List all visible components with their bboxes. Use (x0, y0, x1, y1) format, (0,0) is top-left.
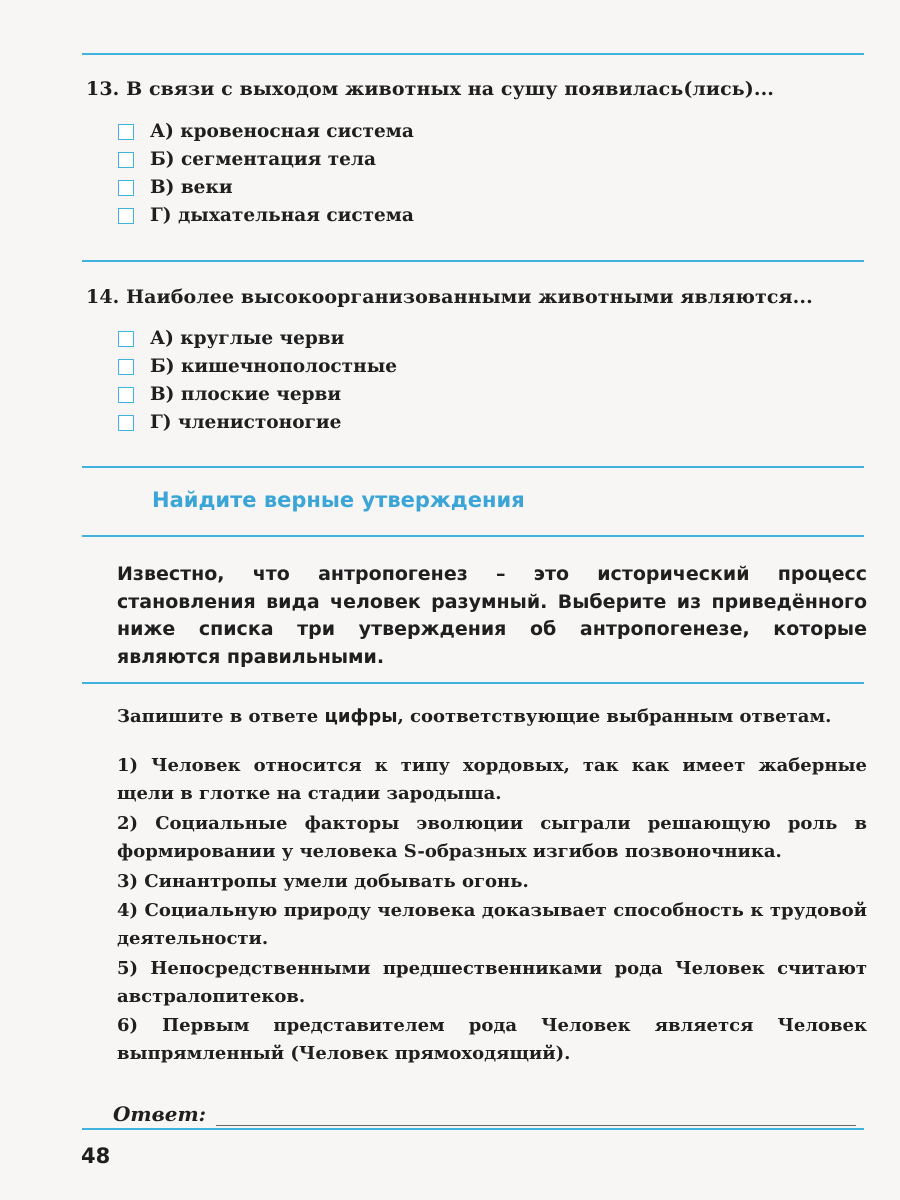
answer-row (113, 1102, 856, 1126)
answer-label: Ответ: (113, 1102, 206, 1126)
answer-input-line[interactable] (216, 1103, 856, 1126)
checkbox[interactable] (118, 124, 134, 140)
checkbox[interactable] (118, 387, 134, 403)
statement-6: 6) Первым представителем рода Человек является Человек выпрямленный (Человек прямоходящий). (117, 1015, 867, 1064)
option-label: Г) членистоногие (150, 412, 342, 433)
option-label: В) веки (150, 177, 233, 198)
q14-option-a[interactable] (118, 328, 344, 349)
bottom-divider (82, 1128, 864, 1130)
statement-3: 3) Синантропы умели добывать огонь. (117, 871, 529, 892)
statement-4: 4) Социальную природу человека доказывает способность к трудовой деятельности. (117, 900, 867, 949)
q14-option-c[interactable] (118, 384, 341, 405)
divider-heading (82, 535, 864, 537)
question-13-title: 13. В связи с выходом животных на сушу появилась(лись)... (86, 78, 775, 100)
q13-option-c[interactable] (118, 177, 233, 198)
option-label: Б) сегментация тела (150, 149, 376, 170)
instruction-text: Запишите в ответе (117, 706, 325, 727)
q13-option-d[interactable] (118, 205, 414, 226)
checkbox[interactable] (118, 359, 134, 375)
checkbox[interactable] (118, 208, 134, 224)
q13-option-a[interactable] (118, 121, 414, 142)
divider-q14-section (82, 466, 864, 468)
instruction-text-end: , соответствующие выбранным ответам. (397, 706, 832, 727)
option-label: А) круглые черви (150, 328, 345, 349)
page-number: 48 (81, 1144, 111, 1168)
question-14-title: 14. Наиболее высокоорганизованными животными являются... (86, 286, 813, 308)
divider-q13-q14 (82, 260, 864, 262)
answer-instruction (117, 706, 867, 727)
statement-1: 1) Человек относится к типу хордовых, так как имеет жаберные щели в глотке на стадии зародыша. (117, 755, 867, 804)
statement-5: 5) Непосредственными предшественниками рода Человек считают австралопитеков. (117, 958, 867, 1007)
checkbox[interactable] (118, 331, 134, 347)
q13-option-b[interactable] (118, 149, 376, 170)
section-intro: Известно, что антропогенез – это исторический процесс становления вида человек разумный. Выберите из приведённого ниже списка три утверждения об антропогенезе, которые являются правильными. (117, 563, 867, 668)
checkbox[interactable] (118, 152, 134, 168)
q14-option-b[interactable] (118, 356, 397, 377)
option-label: А) кровеносная система (150, 121, 414, 142)
option-label: Б) кишечнополостные (150, 356, 398, 377)
option-label: В) плоские черви (150, 384, 342, 405)
q14-option-d[interactable] (118, 412, 341, 433)
top-divider (82, 53, 864, 55)
checkbox[interactable] (118, 180, 134, 196)
checkbox[interactable] (118, 415, 134, 431)
option-label: Г) дыхательная система (150, 205, 414, 226)
section-heading: Найдите верные утверждения (152, 488, 525, 512)
instruction-emphasis: цифры (324, 706, 398, 727)
statement-2: 2) Социальные факторы эволюции сыграли решающую роль в формировании у человека S-образных изгибов позвоночника. (117, 813, 867, 862)
divider-intro (82, 682, 864, 684)
